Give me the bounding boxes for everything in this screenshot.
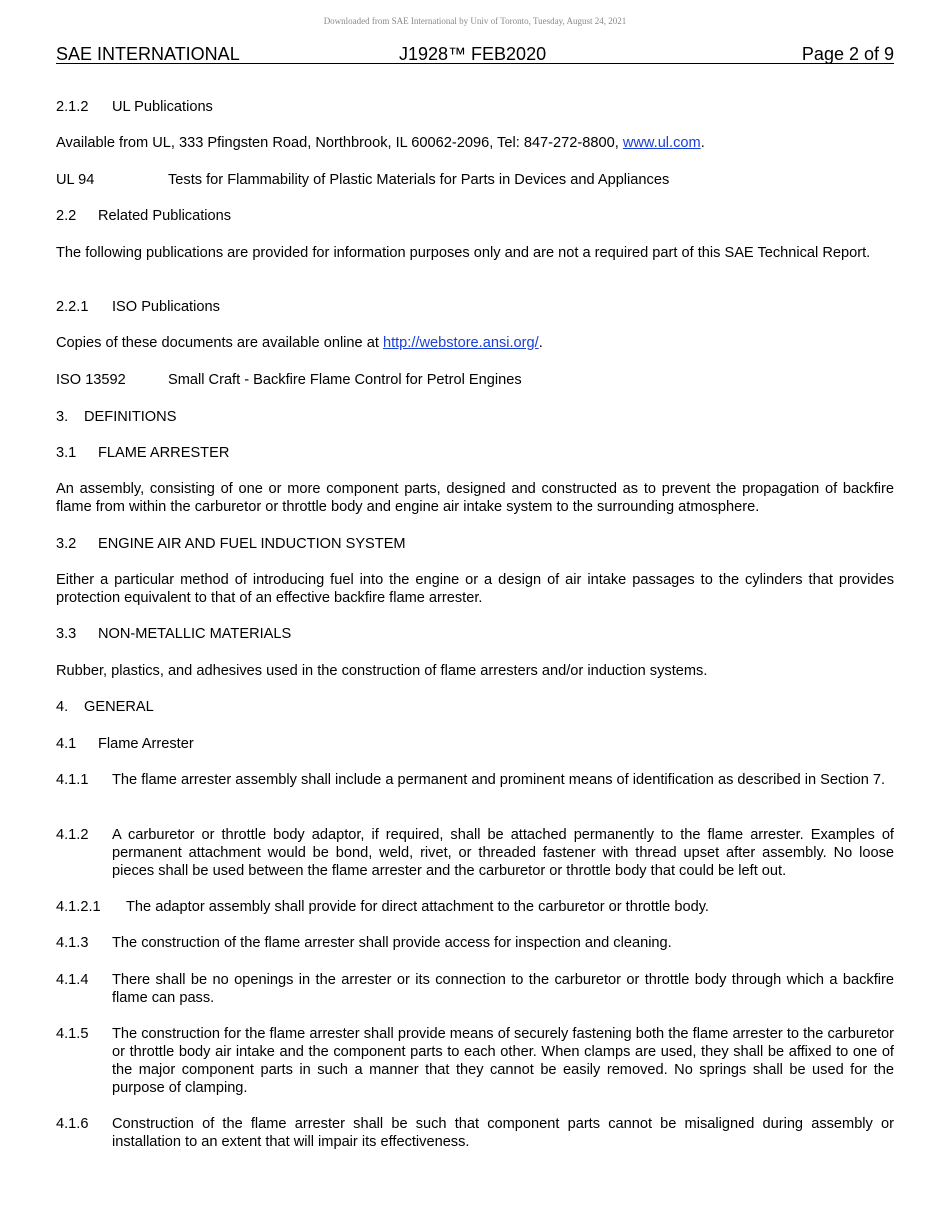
clause-4-1-2-text: A carburetor or throttle body adaptor, if required, shall be attached permanently to the flame arrester. Examples of permanent attachment would be bond, weld, rivet, or threaded fastener with thread upset after assembly. No loose pieces shall be used between the flame arrester and the carburetor or throttle body that could be left out. xyxy=(112,827,894,879)
section-2-2-title: Related Publications xyxy=(98,208,232,224)
ul-availability: Available from UL, 333 Pfingsten Road, Northbrook, IL 60062-2096, Tel: 847-272-8800, www.ul.com. xyxy=(56,135,705,151)
clause-4-1-6-number: 4.1.6 xyxy=(56,1116,89,1132)
header-org: SAE INTERNATIONAL xyxy=(56,44,240,64)
iso-ref-id: ISO 13592 xyxy=(56,372,126,388)
iso-availability: Copies of these documents are available online at http://webstore.ansi.org/. xyxy=(56,335,543,351)
section-3-1-number: 3.1 xyxy=(56,445,77,461)
clause-4-1-4-text: There shall be no openings in the arrester or its connection to the carburetor or throttle body through which a backfire flame can pass. xyxy=(112,972,894,1006)
section-4-1-title: Flame Arrester xyxy=(98,736,194,752)
clause-4-1-3-number: 4.1.3 xyxy=(56,935,89,951)
clause-4-1-1-number: 4.1.1 xyxy=(56,772,89,788)
section-3-2-number: 3.2 xyxy=(56,536,77,552)
ul-website-link[interactable]: www.ul.com xyxy=(622,135,701,151)
flame-arrester-definition: An assembly, consisting of one or more component parts, designed and constructed as to prevent the propagation of backfire flame from within the carburetor or throttle body and engine air intake system to the surrounding atmosphere. xyxy=(56,481,894,515)
ul-availability-text: Available from UL, 333 Pfingsten Road, Northbrook, IL 60062-2096, Tel: 847-272-8800, xyxy=(56,135,623,151)
section-4-1-number: 4.1 xyxy=(56,736,77,752)
section-3-number: 3. xyxy=(56,409,69,425)
section-3-3-title: NON-METALLIC MATERIALS xyxy=(98,626,292,642)
section-2-2-number: 2.2 xyxy=(56,208,77,224)
iso-ref-title: Small Craft - Backfire Flame Control for Petrol Engines xyxy=(168,372,522,388)
section-2-1-2-number: 2.1.2 xyxy=(56,99,89,115)
section-2-1-2-title: UL Publications xyxy=(112,99,213,115)
header-page-number: Page 2 of 9 xyxy=(801,44,894,64)
induction-system-definition: Either a particular method of introducing fuel into the engine or a design of air intake passages to the cylinders that provides protection equivalent to that of an effective backfire flame arrester. xyxy=(56,572,894,606)
related-publications-text: The following publications are provided for information purposes only and are not a required part of this SAE Technical Report. xyxy=(56,245,871,261)
ul94-ref-id: UL 94 xyxy=(56,172,95,188)
clause-4-1-4-number: 4.1.4 xyxy=(56,972,89,988)
iso-availability-text: Copies of these documents are available online at xyxy=(56,335,383,351)
clause-4-1-1-text: The flame arrester assembly shall include a permanent and prominent means of identification as described in Section 7. xyxy=(112,772,886,788)
clause-4-1-6-text: Construction of the flame arrester shall be such that component parts cannot be misaligned during assembly or installation to an extent that will impair its effectiveness. xyxy=(112,1116,894,1150)
clause-4-1-2-1-text: The adaptor assembly shall provide for direct attachment to the carburetor or throttle body. xyxy=(126,899,709,915)
section-2-2-1-title: ISO Publications xyxy=(112,299,220,315)
ul94-ref-title: Tests for Flammability of Plastic Materials for Parts in Devices and Appliances xyxy=(168,172,670,188)
clause-4-1-3-text: The construction of the flame arrester shall provide access for inspection and cleaning. xyxy=(112,935,672,951)
section-3-title: DEFINITIONS xyxy=(84,409,177,425)
clause-4-1-2-number: 4.1.2 xyxy=(56,827,89,843)
download-notice: Downloaded from SAE International by Univ of Toronto, Tuesday, August 24, 2021 xyxy=(323,16,627,26)
header-rule xyxy=(56,63,894,64)
clause-4-1-5-text: The construction for the flame arrester shall provide means of securely fastening both the flame arrester to the carburetor or throttle body air intake and the component parts to each other. When clamps are used, they shall be affixed to one of the major component parts in such a manner that they cannot be easily removed. No springs shall be used for the purpose of clamping. xyxy=(112,1026,894,1096)
section-3-2-title: ENGINE AIR AND FUEL INDUCTION SYSTEM xyxy=(98,536,406,552)
clause-4-1-2-1-number: 4.1.2.1 xyxy=(56,899,101,915)
section-2-2-1-number: 2.2.1 xyxy=(56,299,89,315)
section-4-title: GENERAL xyxy=(84,699,154,715)
header-doc-id: J1928™ FEB2020 xyxy=(399,44,547,64)
non-metallic-definition: Rubber, plastics, and adhesives used in the construction of flame arresters and/or induction systems. xyxy=(56,663,708,679)
section-3-3-number: 3.3 xyxy=(56,626,77,642)
section-4-number: 4. xyxy=(56,699,69,715)
section-3-1-title: FLAME ARRESTER xyxy=(98,445,230,461)
clause-4-1-5-number: 4.1.5 xyxy=(56,1026,89,1042)
ansi-webstore-link[interactable]: http://webstore.ansi.org/ xyxy=(382,335,539,351)
